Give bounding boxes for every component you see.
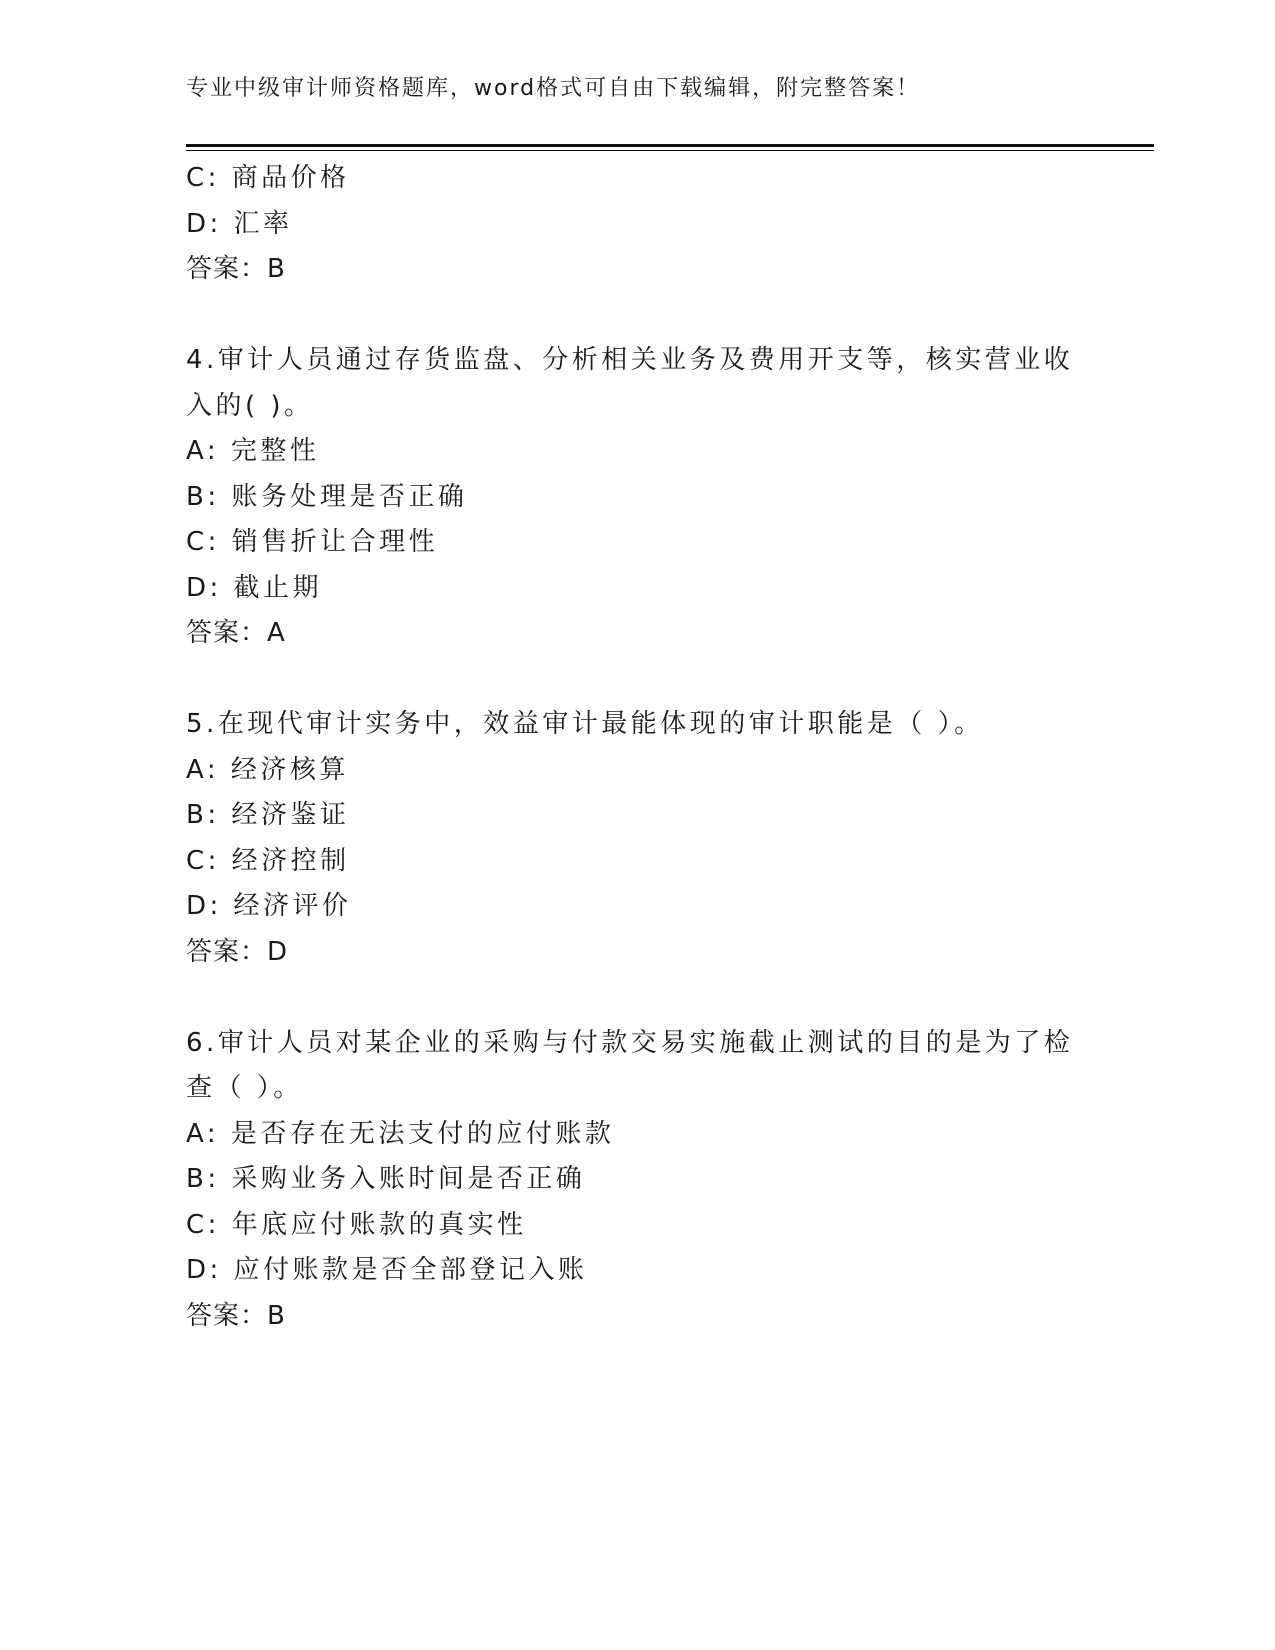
spacer <box>186 657 1066 703</box>
option-a: A: 经济核算 <box>186 754 349 785</box>
spacer <box>186 293 1066 339</box>
spacer <box>186 975 1066 1021</box>
option-b: B: 采购业务入账时间是否正确 <box>186 1164 586 1194</box>
option-a: A: 是否存在无法支付的应付账款 <box>186 1118 615 1149</box>
document-body <box>186 156 1074 1339</box>
option-c: C: 销售折让合理性 <box>186 527 439 557</box>
answer: 答案：B <box>186 1300 286 1331</box>
question-stem: 入的( )。 <box>186 390 314 421</box>
option-d: D: 汇率 <box>186 208 293 239</box>
option-a: A: 完整性 <box>186 436 320 466</box>
answer: 答案：D <box>186 936 289 967</box>
question-3-tail <box>186 156 1066 293</box>
option-d: D: 截止期 <box>186 572 323 603</box>
option-d: D: 应付账款是否全部登记入账 <box>186 1255 588 1285</box>
question-stem: 查（ ）。 <box>186 1073 303 1103</box>
option-c: C: 商品价格 <box>186 163 350 193</box>
question-stem: 4.审计人员通过存货监盘、分析相关业务及费用开支等，核实营业收 <box>186 345 1074 375</box>
option-c: C: 经济控制 <box>186 845 350 876</box>
page-header: 专业中级审计师资格题库，word格式可自由下载编辑，附完整答案！ <box>186 76 921 101</box>
header-rule-thick <box>186 144 1154 147</box>
answer: 答案：B <box>186 254 286 284</box>
question-stem: 6.审计人员对某企业的采购与付款交易实施截止测试的目的是为了检 <box>186 1027 1074 1058</box>
question-6 <box>186 1021 1074 1340</box>
option-d: D: 经济评价 <box>186 891 352 921</box>
question-4 <box>186 338 1074 657</box>
answer: 答案：A <box>186 618 286 648</box>
option-c: C: 年底应付账款的真实性 <box>186 1209 527 1240</box>
header-rule-thin <box>186 150 1154 151</box>
option-b: B: 账务处理是否正确 <box>186 481 468 512</box>
question-5 <box>186 702 1066 975</box>
question-stem: 5.在现代审计实务中，效益审计最能体现的审计职能是（ ）。 <box>186 709 984 739</box>
option-b: B: 经济鉴证 <box>186 800 350 830</box>
